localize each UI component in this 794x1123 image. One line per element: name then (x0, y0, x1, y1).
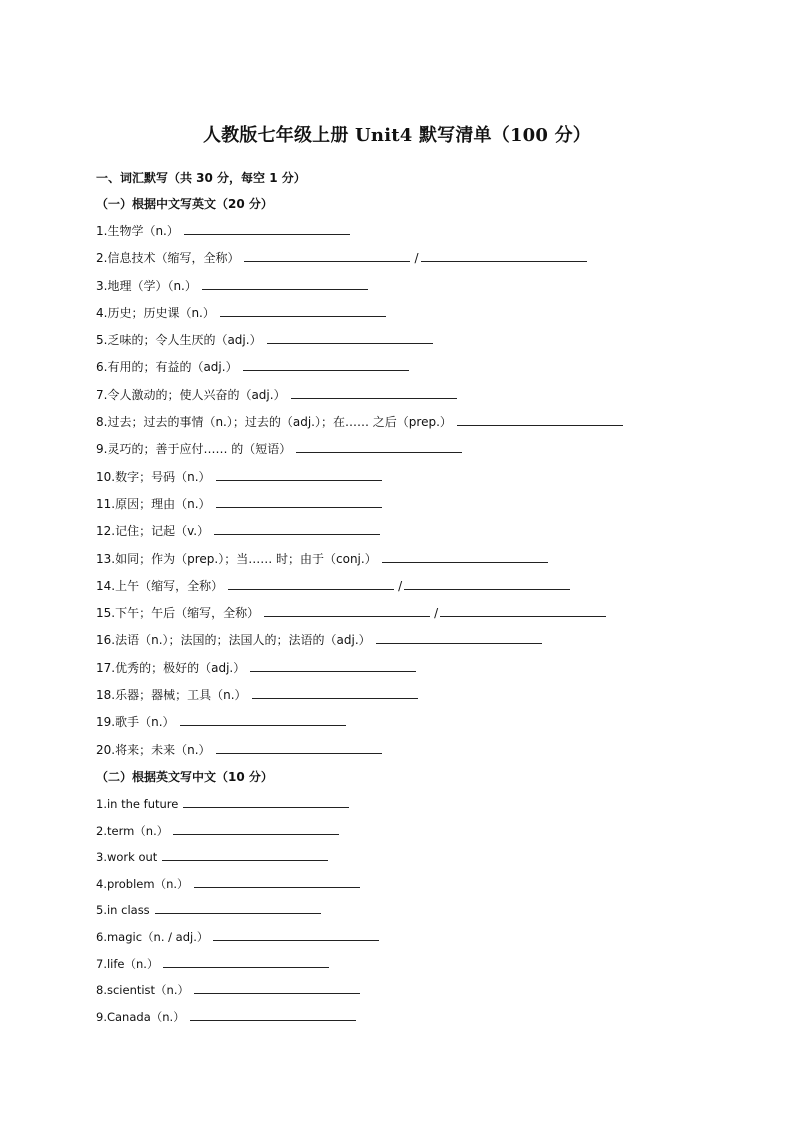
answer-blank-second[interactable] (404, 588, 570, 590)
question-row (96, 737, 756, 764)
question-prompt: 有用的；有益的（adj.） (107, 360, 238, 375)
question-prompt: 如同；作为（prep.）；当…… 时；由于（conj.） (115, 551, 377, 566)
answer-blank[interactable] (244, 260, 410, 262)
answer-blank[interactable] (194, 886, 360, 888)
section-heading-vocabulary: 一、词汇默写（共 30 分，每空 1 分） (96, 171, 306, 185)
answer-blank[interactable] (183, 806, 349, 808)
question-prompt: 生物学（n.） (107, 224, 179, 238)
question-prompt: 过去；过去的事情（n.）；过去的（adj.）；在…… 之后（prep.） (107, 415, 452, 430)
question-prompt: 灵巧的；善于应付…… 的（短语） (107, 442, 292, 457)
question-prompt: in class (106, 903, 150, 918)
english-to-chinese-list (96, 791, 756, 1030)
answer-blank[interactable] (376, 642, 542, 644)
question-row (96, 436, 756, 463)
question-prompt: 信息技术（缩写，全称） (107, 251, 240, 266)
answer-blank[interactable] (296, 451, 462, 453)
answer-blank[interactable] (173, 833, 339, 835)
subsection-heading-english-to-chinese: （二）根据英文写中文（10 分） (96, 769, 273, 784)
question-row (96, 791, 756, 818)
answer-blank[interactable] (252, 697, 418, 699)
question-prompt: 乏味的；令人生厌的（adj.） (107, 333, 262, 348)
answer-blank[interactable] (194, 992, 360, 994)
question-row (96, 682, 756, 709)
question-row (96, 464, 756, 491)
question-row (96, 327, 756, 354)
question-number: 11. (96, 496, 116, 511)
question-row (96, 977, 756, 1004)
answer-blank[interactable] (190, 1019, 356, 1021)
question-prompt: life（n.） (106, 956, 159, 971)
question-number: 6. (96, 360, 108, 375)
question-row (96, 600, 756, 627)
question-number: 15. (96, 606, 116, 621)
question-prompt: 令人激动的；使人兴奋的（adj.） (107, 387, 286, 402)
answer-blank[interactable] (228, 588, 394, 590)
answer-separator: / (434, 606, 439, 621)
question-row (96, 300, 756, 327)
question-row (96, 627, 756, 654)
question-number: 9. (96, 442, 108, 457)
question-row (96, 924, 756, 951)
chinese-to-english-list (96, 218, 756, 764)
answer-blank[interactable] (457, 424, 623, 426)
question-row (96, 709, 756, 736)
question-prompt: 数字；号码（n.） (115, 469, 211, 484)
question-prompt: problem（n.） (106, 876, 189, 891)
question-row (96, 951, 756, 978)
question-prompt: 优秀的；极好的（adj.） (115, 660, 246, 675)
question-row (96, 1004, 756, 1031)
question-row (96, 518, 756, 545)
question-number: 20. (96, 742, 116, 757)
answer-blank[interactable] (250, 670, 416, 672)
answer-blank[interactable] (264, 615, 430, 617)
question-number: 1. (96, 224, 108, 238)
question-number: 9. (96, 1009, 107, 1024)
page-title: 人教版七年级上册 Unit4 默写清单（100 分） (202, 125, 592, 146)
answer-blank[interactable] (163, 966, 329, 968)
answer-blank[interactable] (220, 315, 386, 317)
answer-blank-second[interactable] (421, 260, 587, 262)
question-prompt: 乐器；器械；工具（n.） (115, 688, 247, 703)
question-row (96, 573, 756, 600)
question-number: 6. (96, 929, 107, 944)
question-number: 3. (96, 278, 108, 293)
question-prompt: magic（n. / adj.） (106, 929, 209, 944)
question-number: 12. (96, 524, 116, 539)
question-number: 4. (96, 876, 107, 891)
question-row (96, 409, 756, 436)
question-number: 7. (96, 387, 108, 402)
question-number: 18. (96, 688, 116, 703)
question-row (96, 273, 756, 300)
question-prompt: 将来；未来（n.） (115, 742, 211, 757)
question-prompt: 记住；记起（v.） (115, 524, 210, 539)
question-prompt: Canada（n.） (106, 1009, 185, 1024)
answer-separator: / (414, 251, 419, 266)
answer-blank[interactable] (162, 859, 328, 861)
question-number: 8. (96, 415, 108, 430)
question-prompt: 下午；午后（缩写，全称） (115, 606, 260, 621)
question-prompt: scientist（n.） (106, 983, 190, 998)
answer-separator: / (398, 578, 403, 593)
answer-blank[interactable] (216, 506, 382, 508)
question-prompt: term（n.） (106, 823, 169, 838)
question-row (96, 354, 756, 381)
question-row (96, 245, 756, 272)
answer-blank[interactable] (214, 533, 380, 535)
question-row (96, 818, 756, 845)
question-number: 16. (96, 633, 116, 648)
question-row (96, 897, 756, 924)
answer-blank[interactable] (155, 912, 321, 914)
question-row (96, 844, 756, 871)
question-number: 10. (96, 469, 116, 484)
answer-blank[interactable] (202, 288, 368, 290)
question-row (96, 546, 756, 573)
question-prompt: 历史；历史课（n.） (107, 305, 215, 320)
question-number: 7. (96, 956, 107, 971)
answer-blank[interactable] (216, 479, 382, 481)
question-number: 17. (96, 660, 116, 675)
question-number: 2. (96, 251, 108, 266)
question-prompt: 上午（缩写，全称） (115, 578, 224, 593)
answer-blank[interactable] (291, 397, 457, 399)
question-prompt: 地理（学）（n.） (107, 278, 197, 293)
question-number: 5. (96, 903, 107, 918)
question-prompt: 法语（n.）；法国的；法国人的；法语的（adj.） (115, 633, 371, 648)
question-row (96, 218, 756, 245)
subsection-heading-chinese-to-english: （一）根据中文写英文（20 分） (96, 197, 273, 211)
question-prompt: 原因；理由（n.） (115, 496, 211, 511)
question-row (96, 382, 756, 409)
question-number: 3. (96, 850, 107, 865)
question-number: 1. (96, 796, 107, 811)
question-prompt: work out (106, 850, 158, 865)
question-number: 5. (96, 333, 108, 348)
question-number: 2. (96, 823, 107, 838)
answer-blank[interactable] (216, 752, 382, 754)
question-number: 8. (96, 983, 107, 998)
question-prompt: in the future (106, 796, 179, 811)
answer-blank[interactable] (267, 342, 433, 344)
question-number: 14. (96, 578, 116, 593)
answer-blank-second[interactable] (440, 615, 606, 617)
question-row (96, 871, 756, 898)
answer-blank[interactable] (382, 561, 548, 563)
question-number: 4. (96, 305, 108, 320)
question-row (96, 491, 756, 518)
worksheet-content (96, 165, 756, 1030)
answer-blank[interactable] (213, 939, 379, 941)
question-number: 13. (96, 551, 116, 566)
question-number: 19. (96, 715, 116, 730)
question-row (96, 655, 756, 682)
answer-blank[interactable] (243, 369, 409, 371)
answer-blank[interactable] (180, 724, 346, 726)
question-prompt: 歌手（n.） (115, 715, 175, 730)
answer-blank[interactable] (184, 233, 350, 235)
